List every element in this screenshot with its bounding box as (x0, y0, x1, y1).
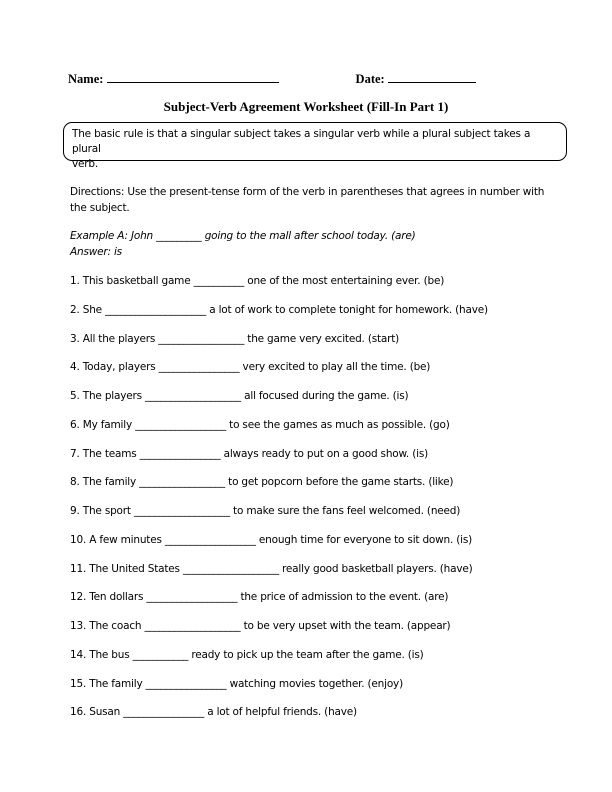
rule-box-line-1: The basic rule is that a singular subject takes a singular verb while a plural subject takes a plural (72, 128, 531, 155)
rule-box (63, 122, 567, 170)
question-line: 1. This basketball game __________ one of the most entertaining ever. (be) (70, 275, 445, 287)
rule-box-line-2: verb. (72, 158, 98, 170)
date-blank-line (388, 70, 476, 83)
name-blank-line (107, 70, 279, 83)
example-block (70, 229, 416, 260)
directions-line-2: the subject. (70, 202, 130, 214)
question-line: 7. The teams ________________ always ready to put on a good show. (is) (70, 447, 428, 460)
question-line: 11. The United States ___________________ really good basketball players. (have) (70, 562, 473, 575)
directions-line-1: Directions: Use the present-tense form of the verb in parentheses that agrees in number with (70, 186, 545, 198)
question-line: 4. Today, players ________________ very excited to play all the time. (be) (70, 361, 431, 374)
worksheet-title: Subject-Verb Agreement Worksheet (Fill-In Part 1) (163, 99, 449, 114)
question-line: 5. The players ___________________ all focused during the game. (is) (70, 390, 409, 402)
question-line: 6. My family __________________ to see the games as much as possible. (go) (70, 418, 450, 431)
directions (70, 184, 544, 216)
question-line: 10. A few minutes __________________ enough time for everyone to sit down. (is) (70, 533, 473, 546)
name-label: Name: (68, 72, 104, 86)
question-list (70, 275, 570, 735)
question-line: 15. The family ________________ watching movies together. (enjoy) (70, 677, 403, 690)
question-line: 12. Ten dollars __________________ the price of admission to the event. (are) (70, 591, 449, 604)
question-line: 2. She ____________________ a lot of work to complete tonight for homework. (have) (70, 303, 488, 316)
example-answer: Answer: is (70, 245, 122, 258)
name-date-row (68, 70, 558, 87)
question-line: 3. All the players _________________ the game very excited. (start) (70, 332, 400, 345)
question-line: 13. The coach ___________________ to be very upset with the team. (appear) (70, 620, 451, 632)
question-line: 8. The family _________________ to get popcorn before the game starts. (like) (70, 476, 454, 489)
question-line: 14. The bus ___________ ready to pick up the team after the game. (is) (70, 648, 424, 661)
example-sentence: Example A: John _________ going to the mall after school today. (are) (70, 230, 416, 242)
date-label: Date: (355, 72, 385, 86)
question-line: 9. The sport ___________________ to make sure the fans feel welcomed. (need) (70, 505, 461, 517)
question-line: 16. Susan ________________ a lot of helpful friends. (have) (70, 706, 357, 719)
